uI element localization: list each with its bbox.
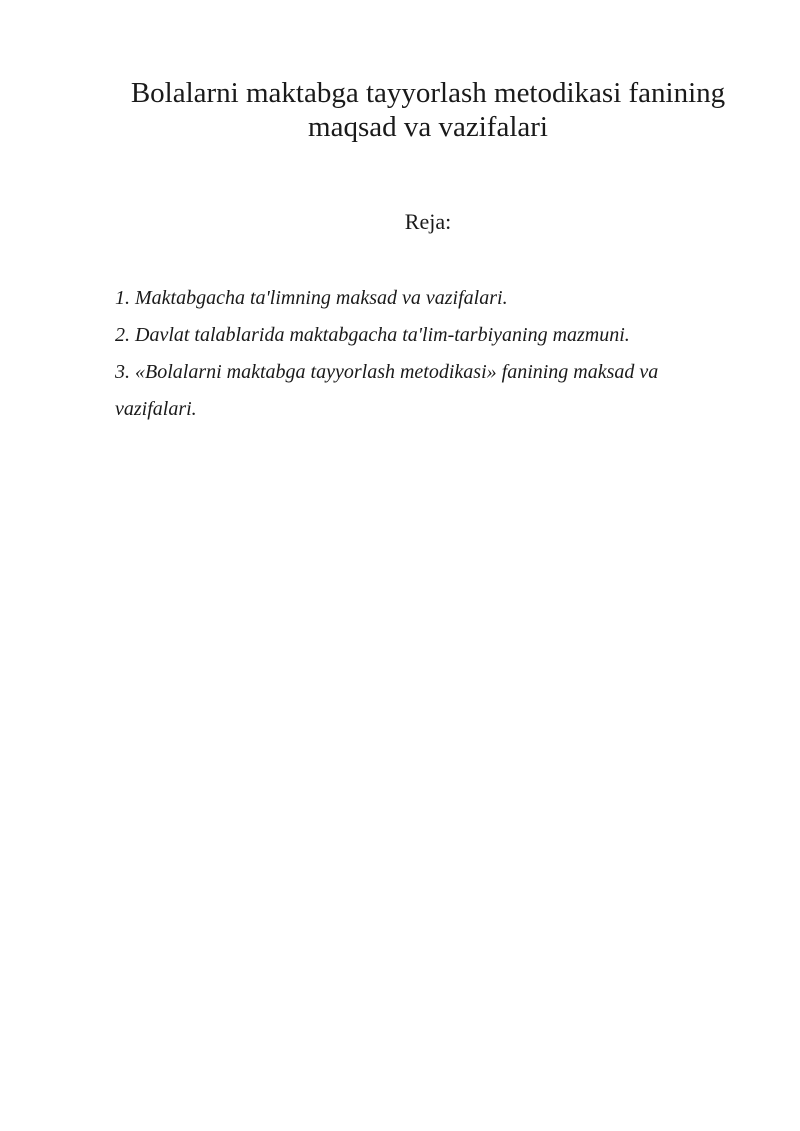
plan-item-1: 1. Maktabgacha ta'limning maksad va vazifalari.	[115, 287, 508, 309]
plan-item-3: 3. «Bolalarni maktabga tayyorlash metodikasi» fanining maksad va vazifalari.	[115, 361, 659, 420]
plan-heading: Reja:	[404, 209, 452, 234]
plan-list	[115, 280, 715, 428]
title-line-1: Bolalarni maktabga tayyorlash metodikasi fanining	[130, 77, 726, 109]
document-title	[100, 76, 756, 144]
plan-item-2: 2. Davlat talablarida maktabgacha ta'lim-tarbiyaning mazmuni.	[115, 324, 630, 346]
title-line-2: maqsad va vazifalari	[308, 111, 548, 143]
